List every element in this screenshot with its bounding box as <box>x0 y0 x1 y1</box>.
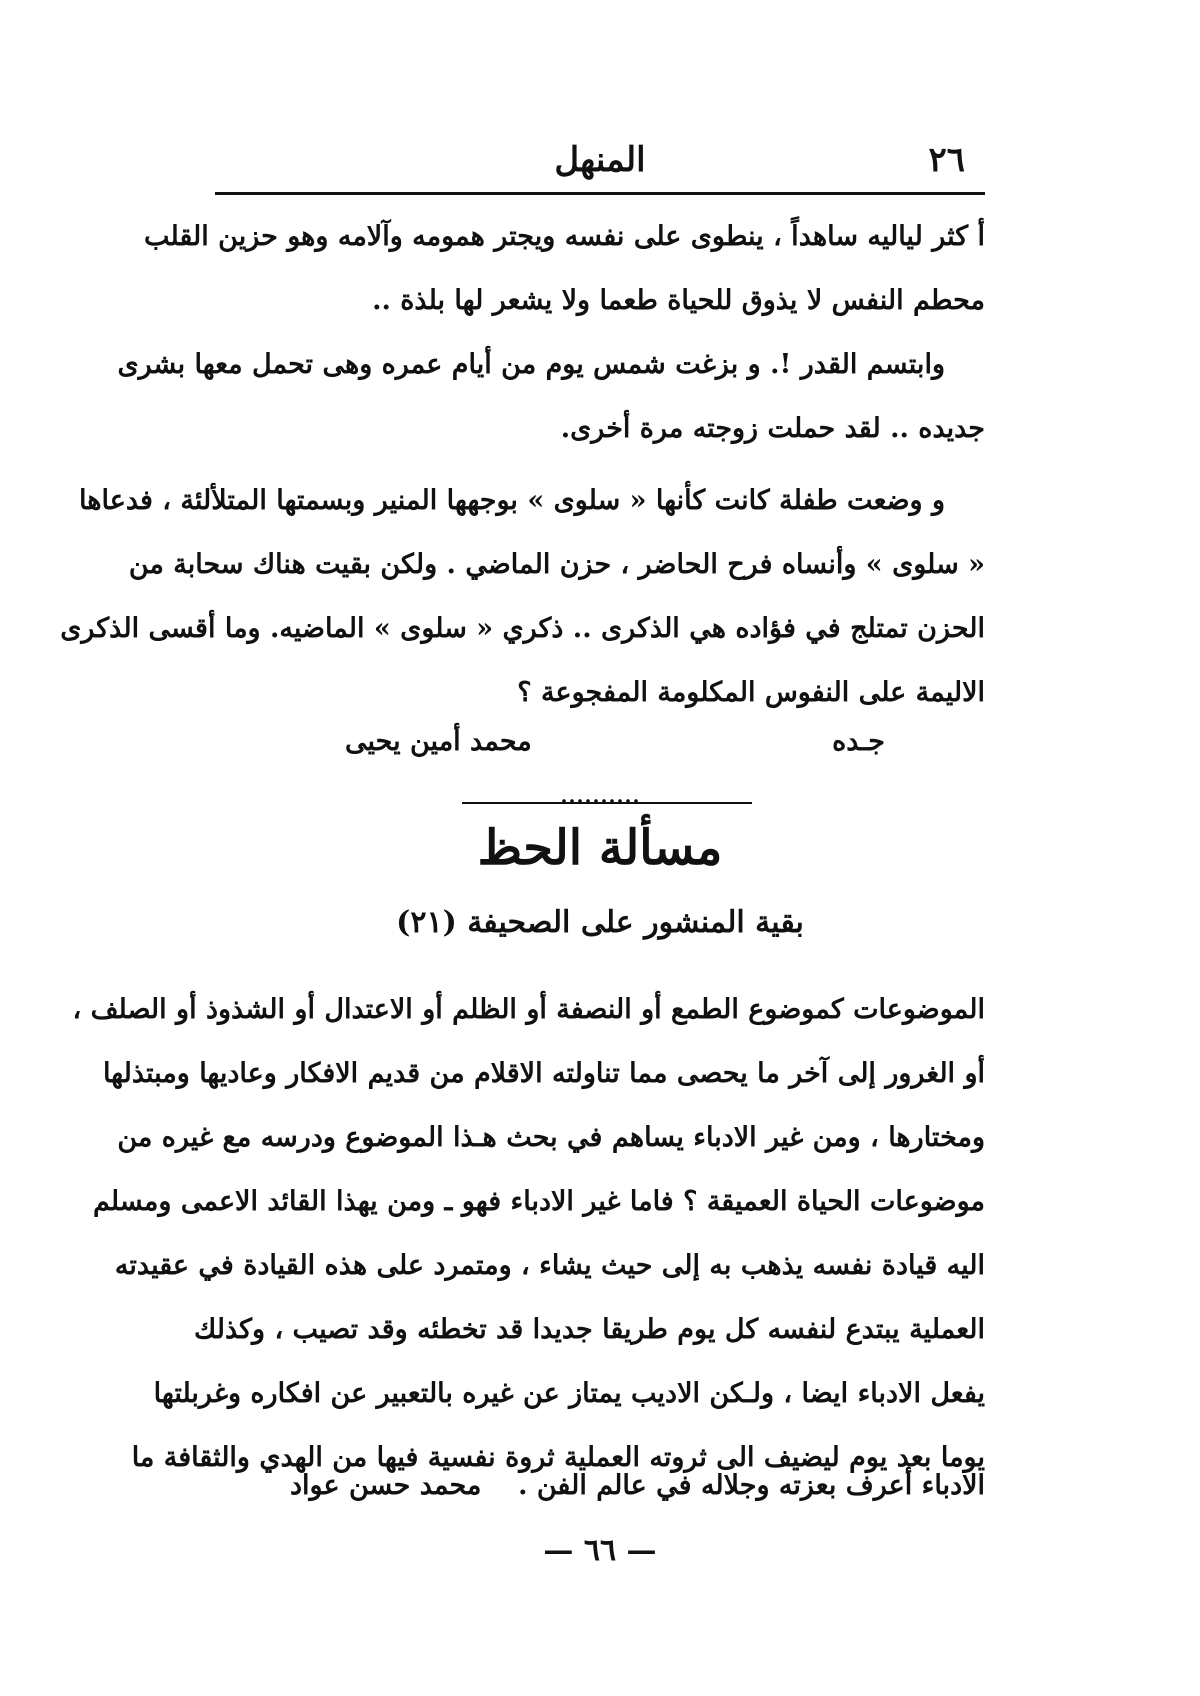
signature-author: محمد حسن عواد <box>290 1470 482 1501</box>
page-header <box>215 140 985 190</box>
divider-ornament <box>560 797 640 805</box>
section2-body <box>72 978 985 1490</box>
footer-page-number: — ٦٦ — <box>543 1533 657 1568</box>
text-line: العملية يبتدع لنفسه كل يوم طريقا جديدا قد تخطئه وقد تصيب ، وكذلك <box>194 1314 985 1345</box>
header-page-number: ٢٦ <box>928 140 965 180</box>
text-line: اليه قيادة نفسه يذهب به إلى حيث يشاء ، ومتمرد على هذه القيادة في عقيدته <box>114 1250 985 1281</box>
section1-body <box>60 205 985 725</box>
text-line: أ كثر لياليه ساهداً ، ينطوى على نفسه ويجتر همومه وآلامه وهو حزين القلب <box>143 221 985 252</box>
text-line: الاليمة على النفوس المكلومة المفجوعة ؟ <box>517 677 985 708</box>
text-line: أو الغرور إلى آخر ما يحصى مما تناولته الاقلام من قديم الافكار وعاديها ومبتذلها <box>102 1058 985 1089</box>
section1-signature <box>215 726 985 776</box>
text-line: يوما بعد يوم ليضيف الى ثروته العملية ثروة نفسية فيها من الهدي والثقافة ما <box>131 1442 985 1473</box>
text-line: موضوعات الحياة العميقة ؟ فاما غير الادباء فهو ـ ومن يهذا القائد الاعمى ومسلم <box>92 1186 985 1217</box>
text-line: ومختارها ، ومن غير الادباء يساهم في بحث هـذا الموضوع ودرسه مع غيره من <box>117 1122 985 1153</box>
text-line: الحزن تمتلج في فؤاده هي الذكرى .. ذكري « سلوى » الماضيه. وما أقسى الذكرى <box>60 613 985 644</box>
text-line: و وضعت طفلة كانت كأنها « سلوى » بوجهها المنير وبسمتها المتلألئة ، فدعاها <box>79 485 945 516</box>
signature-place: جـده <box>832 726 885 757</box>
header-rule <box>215 192 985 195</box>
text-line: محطم النفس لا يذوق للحياة طعما ولا يشعر لها بلذة .. <box>372 285 985 316</box>
text-line: يفعل الادباء ايضا ، ولـكن الاديب يمتاز عن غيره بالتعبير عن افكاره وغربلتها <box>153 1378 985 1409</box>
text-line: جديده .. لقد حملت زوجته مرة أخرى. <box>560 413 985 444</box>
article-title: مسألة الحظ <box>477 820 723 876</box>
journal-title: المنهل <box>554 140 646 180</box>
text-line: « سلوى » وأنساه فرح الحاضر ، حزن الماضي . ولكن بقيت هناك سحابة من <box>128 549 985 580</box>
article-subtitle: بقية المنشور على الصحيفة (٢١) <box>396 905 804 940</box>
text-line: وابتسم القدر !. و بزغت شمس يوم من أيام عمره وهى تحمل معها بشرى <box>117 349 945 380</box>
text-line: الادباء أعرف بعزته وجلاله في عالم الفن . <box>518 1470 985 1501</box>
signature-author: محمد أمين يحيى <box>345 726 532 757</box>
section2-last-line <box>215 1470 985 1520</box>
text-line: الموضوعات كموضوع الطمع أو النصفة أو الظلم أو الاعتدال أو الشذوذ أو الصلف ، <box>72 994 985 1025</box>
